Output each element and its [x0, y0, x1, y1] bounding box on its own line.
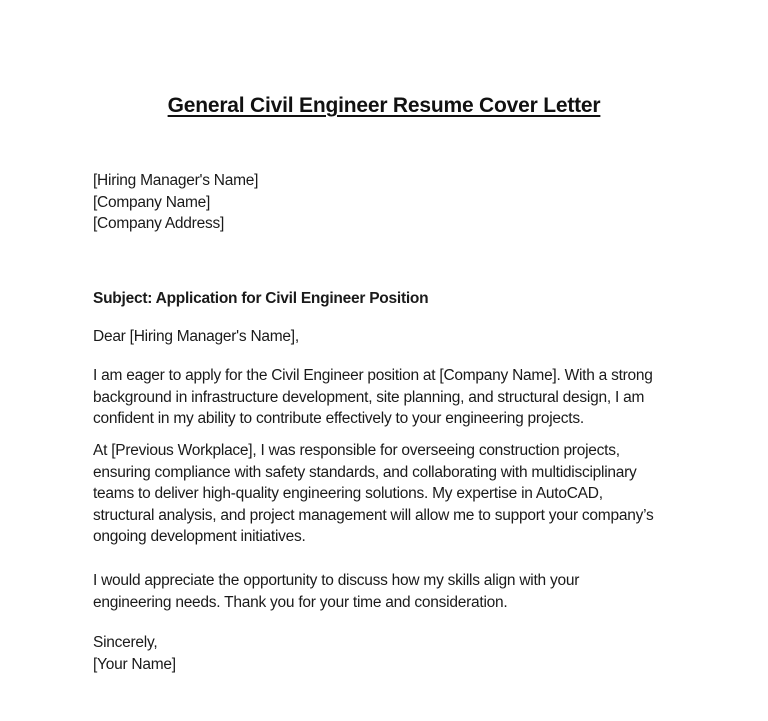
paragraph-line: ongoing development initiatives.: [93, 528, 306, 545]
paragraph-line: structural analysis, and project management will allow me to support your company’s: [93, 506, 654, 524]
recipient-address: [Company Address]: [93, 215, 225, 232]
greeting-text: Dear [Hiring Manager's Name],: [93, 328, 299, 345]
subject-line: [93, 288, 693, 310]
greeting: [93, 326, 693, 348]
paragraph-line: ensuring compliance with safety standards, and collaborating with multidisciplinary: [93, 463, 637, 481]
recipient-block: [93, 170, 693, 235]
paragraph-closing: [93, 570, 693, 613]
recipient-name: [Hiring Manager's Name]: [93, 172, 259, 189]
sign-off: Sincerely,: [93, 634, 158, 651]
paragraph-line: I am eager to apply for the Civil Engineer position at [Company Name]. With a strong: [93, 367, 653, 384]
document-title: General Civil Engineer Resume Cover Letter: [167, 94, 601, 117]
signer-name: [Your Name]: [93, 655, 176, 673]
paragraph-intro: [93, 365, 693, 430]
paragraph-line: background in infrastructure development, site planning, and structural design, I am: [93, 388, 645, 406]
paragraph-line: confident in my ability to contribute effectively to your engineering projects.: [93, 410, 584, 427]
paragraph-line: engineering needs. Thank you for your time and consideration.: [93, 593, 508, 611]
signature-block: [93, 632, 693, 675]
paragraph-line: At [Previous Workplace], I was responsible for overseeing construction projects,: [93, 442, 620, 459]
paragraph-line: I would appreciate the opportunity to discuss how my skills align with your: [93, 572, 580, 589]
paragraph-experience: [93, 440, 693, 548]
paragraph-line: teams to deliver high-quality engineering solutions. My expertise in AutoCAD,: [93, 485, 603, 502]
subject-text: Subject: Application for Civil Engineer Position: [93, 290, 429, 307]
recipient-company: [Company Name]: [93, 193, 211, 211]
